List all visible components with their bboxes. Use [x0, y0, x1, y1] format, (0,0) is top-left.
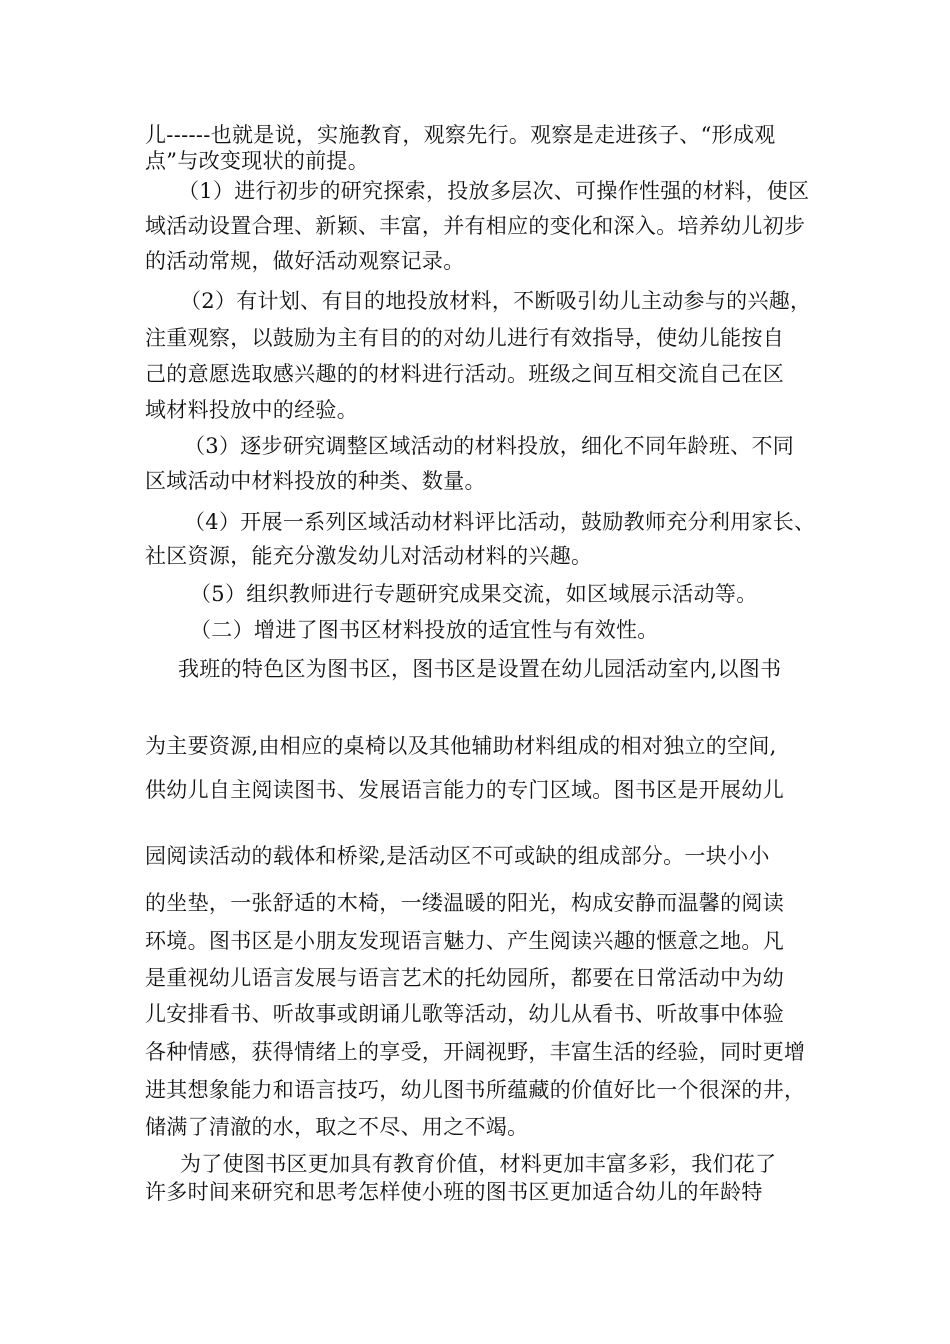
text-line-17: 供幼儿自主阅读图书、发展语言能力的专门区域。图书区是开展幼儿	[145, 778, 784, 802]
text-line-21: 是重视幼儿语言发展与语言艺术的托幼园所，都要在日常活动中为幼	[145, 966, 784, 990]
text-line-4: 域活动设置合理、新颖、丰富，并有相应的变化和深入。培养幼儿初步	[145, 214, 806, 238]
text-line-22: 儿安排看书、听故事或朗诵儿歌等活动，幼儿从看书、听故事中体验	[145, 1002, 784, 1026]
text-line-20: 环境。图书区是小朋友发现语言魅力、产生阅读兴趣的惬意之地。凡	[145, 929, 784, 953]
text-line-8: 己的意愿选取感兴趣的的材料进行活动。班级之间互相交流自己在区	[145, 362, 784, 386]
text-line-10: （3）逐步研究调整区域活动的材料投放，细化不同年龄班、不同	[184, 434, 795, 458]
text-line-19: 的坐垫，一张舒适的木椅，一缕温暖的阳光，构成安静而温馨的阅读	[145, 891, 784, 915]
text-line-23: 各种情感，获得情绪上的享受，开阔视野，丰富生活的经验，同时更增	[145, 1040, 806, 1064]
section-heading: （二）增进了图书区材料投放的适宜性与有效性。	[190, 618, 659, 642]
text-line-7: 注重观察，以鼓励为主有目的的对幼儿进行有效指导，使幼儿能按自	[145, 326, 784, 350]
text-line-5: 的活动常规，做好活动观察记录。	[145, 249, 465, 273]
text-line-26: 为了使图书区更加具有教育价值，材料更加丰富多彩，我们花了	[180, 1152, 777, 1176]
text-line-9: 域材料投放中的经验。	[145, 398, 358, 422]
text-line-27: 许多时间来研究和思考怎样使小班的图书区更加适合幼儿的年龄特	[145, 1180, 763, 1204]
text-line-14: （5）组织教师进行专题研究成果交流，如区域展示活动等。	[190, 582, 758, 606]
text-line-6: （2）有计划、有目的地投放材料，不断吸引幼儿主动参与的兴趣，	[180, 289, 812, 313]
text-line-16: 为主要资源,由相应的桌椅以及其他辅助材料组成的相对独立的空间,	[145, 734, 777, 758]
text-line-11: 区域活动中材料投放的种类、数量。	[145, 469, 486, 493]
text-line-24: 进其想象能力和语言技巧，幼儿图书所蕴藏的价值好比一个很深的井，	[145, 1078, 806, 1102]
text-line-3: （1）进行初步的研究探索，投放多层次、可操作性强的材料，使区	[178, 179, 810, 203]
text-line-13: 社区资源，能充分激发幼儿对活动材料的兴趣。	[145, 544, 593, 568]
text-line-1: 儿------也就是说，实施教育，观察先行。观察是走进孩子、“形成观	[145, 123, 776, 147]
text-line-12: （4）开展一系列区域活动材料评比活动，鼓励教师充分利用家长、	[184, 510, 816, 534]
text-line-15: 我班的特色区为图书区，图书区是设置在幼儿园活动室内,以图书	[178, 657, 782, 681]
text-line-25: 储满了清澈的水，取之不尽、用之不竭。	[145, 1115, 529, 1139]
text-line-2: 点”与改变现状的前提。	[145, 149, 370, 173]
text-line-18: 园阅读活动的载体和桥梁,是活动区不可或缺的组成部分。一块小小	[145, 844, 770, 868]
